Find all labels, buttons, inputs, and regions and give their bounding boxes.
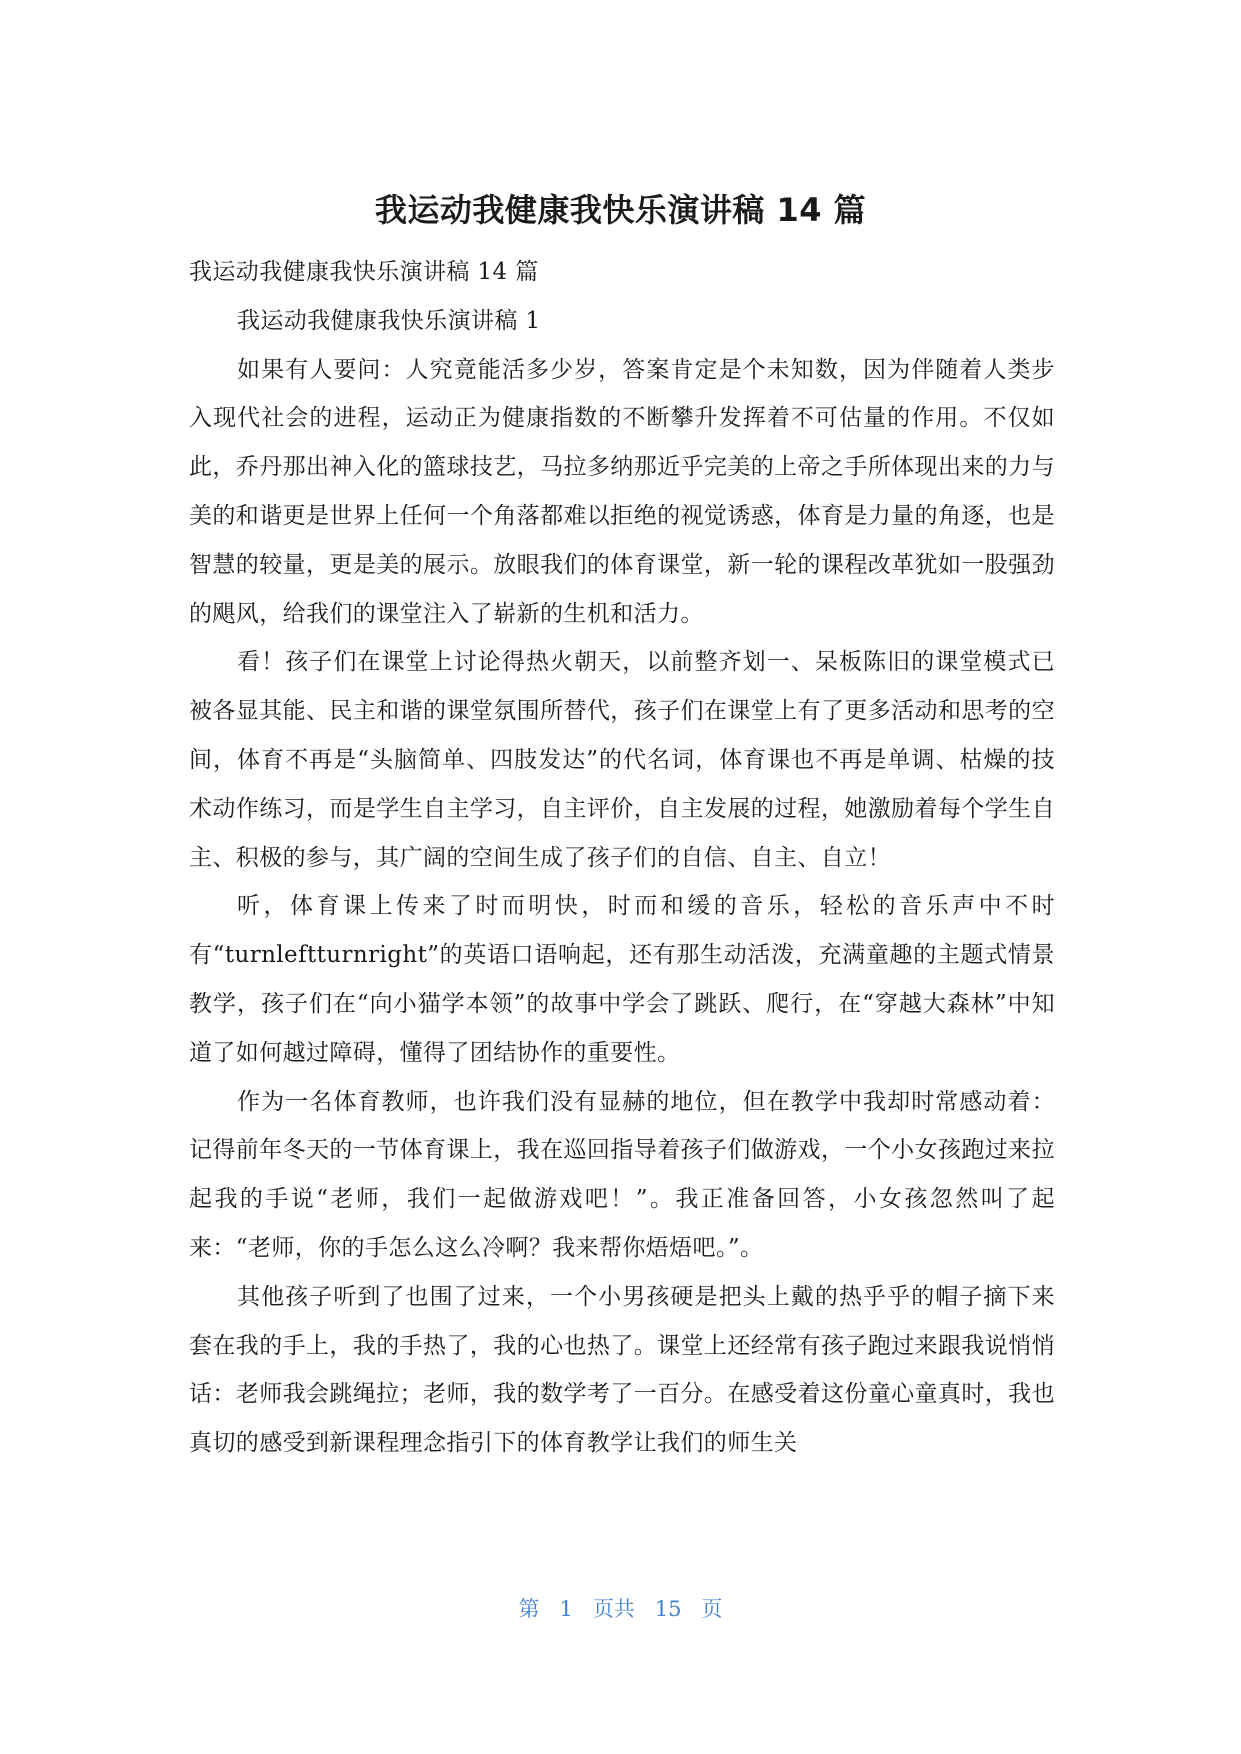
paragraph: 如果有人要问：人究竟能活多少岁，答案肯定是个未知数，因为伴随着人类步入现代社会的进程，运动正为健康指数的不断攀升发挥着不可估量的作用。不仅如此，乔丹那出神入化的篮球技艺，马拉多纳那近乎完美的上帝之手所体现出来的力与美的和谐更是世界上任何一个角落都难以拒绝的视觉诱惑，体育是力量的角逐，也是智慧的较量，更是美的展示。放眼我们的体育课堂，新一轮的课程改革犹如一股强劲的飓风，给我们的课堂注入了崭新的生机和活力。 bbox=[189, 356, 1055, 627]
paragraph: 作为一名体育教师，也许我们没有显赫的地位，但在教学中我却时常感动着：记得前年冬天的一节体育课上，我在巡回指导着孩子们做游戏，一个小女孩跑过来拉起我的手说“老师，我们一起做游戏吧！”。我正准备回答，小女孩忽然叫了起来：“老师，你的手怎么这么冷啊？我来帮你焐焐吧。”。 bbox=[189, 1088, 1055, 1261]
footer-suffix: 页 bbox=[701, 1597, 723, 1621]
footer-prefix: 第 bbox=[518, 1597, 540, 1621]
footer-total-pages: 15 bbox=[654, 1597, 682, 1621]
section-heading: 我运动我健康我快乐演讲稿 1 bbox=[237, 307, 541, 334]
document-title: 我运动我健康我快乐演讲稿 14 篇 bbox=[374, 191, 867, 229]
paragraph: 其他孩子听到了也围了过来，一个小男孩硬是把头上戴的热乎乎的帽子摘下来套在我的手上，我的手热了，我的心也热了。课堂上还经常有孩子跑过来跟我说悄悄话：老师我会跳绳拉；老师，我的数学考了一百分。在感受着这份童心童真时，我也真切的感受到新课程理念指引下的体育教学让我们的师生关 bbox=[189, 1283, 1055, 1457]
footer-current-page: 1 bbox=[559, 1597, 573, 1621]
footer-middle: 页共 bbox=[592, 1597, 635, 1621]
document-subtitle: 我运动我健康我快乐演讲稿 14 篇 bbox=[189, 259, 539, 285]
page-footer bbox=[0, 1594, 1241, 1624]
paragraph: 看！孩子们在课堂上讨论得热火朝天，以前整齐划一、呆板陈旧的课堂模式已被各显其能、民主和谐的课堂氛围所替代，孩子们在课堂上有了更多活动和思考的空间，体育不再是“头脑简单、四肢发达”的代名词，体育课也不再是单调、枯燥的技术动作练习，而是学生自主学习，自主评价，自主发展的过程，她激励着每个学生自主、积极的参与，其广阔的空间生成了孩子们的自信、自主、自立！ bbox=[189, 649, 1055, 871]
paragraph: 听，体育课上传来了时而明快，时而和缓的音乐，轻松的音乐声中不时有“turnleftturnright”的英语口语响起，还有那生动活泼，充满童趣的主题式情景教学，孩子们在“向小猫学本领”的故事中学会了跳跃、爬行，在“穿越大森林”中知道了如何越过障碍，懂得了团结协作的重要性。 bbox=[189, 893, 1055, 1066]
document-body bbox=[189, 248, 1055, 1468]
